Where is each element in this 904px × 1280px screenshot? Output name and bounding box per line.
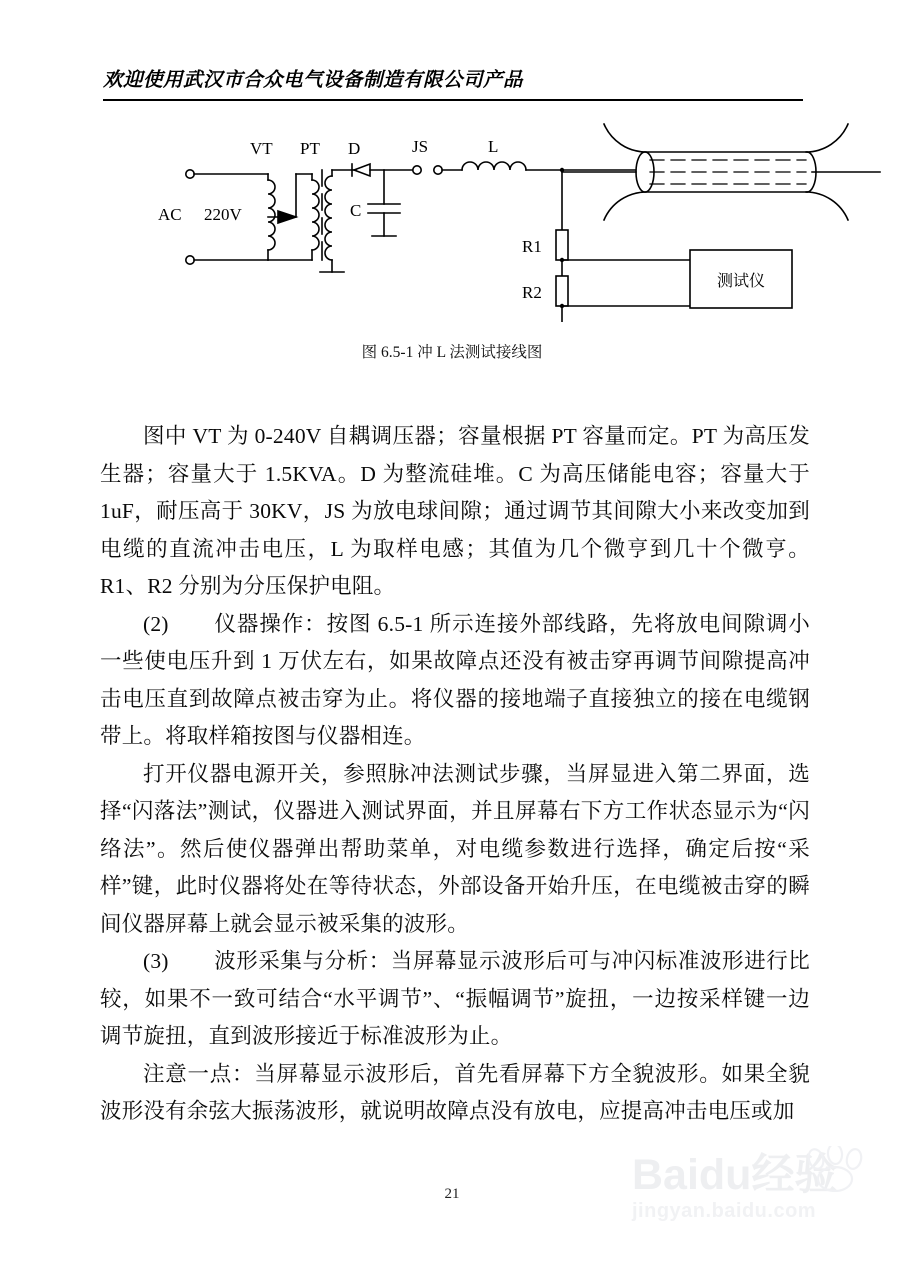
header-title: 欢迎使用武汉市合众电气设备制造有限公司产品 xyxy=(103,70,524,91)
label-gap: JS xyxy=(412,137,429,156)
js-gap-terminal-left xyxy=(413,166,421,174)
vt-wiper-arrow-icon xyxy=(278,211,296,223)
circuit-diagram-svg xyxy=(0,112,904,322)
paragraph-3: 打开仪器电源开关，参照脉冲法测试步骤，当屏显进入第二界面，选择“闪落法”测试，仪器进入测试界面，并且屏幕右下方工作状态显示为“闪络法”。然后使仪器弹出帮助菜单，对电缆参数进行选择，确定后按“采样”键，此时仪器将处在等待状态，外部设备开始升压，在电缆被击穿的瞬间仪器屏幕上就会显示被采集的波形。 xyxy=(100,761,810,936)
pt-primary-winding xyxy=(312,180,319,250)
ac-terminal-bottom-icon xyxy=(186,256,194,264)
page-header xyxy=(103,64,803,92)
figure-caption: 图 6.5-1 冲 L 法测试接线图 xyxy=(361,344,543,361)
cable-flare-top-left xyxy=(604,124,646,152)
cable-flare-bottom-left xyxy=(604,192,646,220)
paragraph-2 xyxy=(100,606,810,756)
label-capacitor: C xyxy=(350,201,362,220)
cable-flare-top-right xyxy=(806,124,848,152)
label-r2: R2 xyxy=(522,283,542,302)
label-vt: VT xyxy=(250,139,273,158)
label-ac: AC xyxy=(158,205,182,224)
watermark-main-text: Baidu经验 xyxy=(632,1151,838,1199)
label-instrument: 测试仪 xyxy=(716,273,766,290)
paragraph-4-number: (3) xyxy=(143,949,169,973)
pt-secondary-winding xyxy=(325,176,332,260)
r1-resistor-body xyxy=(556,230,568,260)
label-pt: PT xyxy=(300,139,320,158)
paragraph-2-text: 仪器操作：按图 6.5-1 所示连接外部线路，先将放电间隙调小一些使电压升到 1 万伏左右，如果故障点还没有被击穿再调节间隙提高冲击电压直到故障点被击穿为止。将仪器的接地端子直接独立的接在电缆钢带上。将取样箱按图与仪器相连。 xyxy=(100,611,810,748)
watermark-sub-text: jingyan.baidu.com xyxy=(632,1200,817,1222)
label-inductor: L xyxy=(488,137,499,156)
cable-flare-bottom-right xyxy=(806,192,848,220)
ac-terminal-top-icon xyxy=(186,170,194,178)
vt-winding xyxy=(268,180,275,250)
paragraph-4 xyxy=(100,943,810,1056)
inductor-coil xyxy=(462,162,526,170)
paragraph-1: 图中 VT 为 0-240V 自耦调压器；容量根据 PT 容量而定。PT 为高压发生器；容量大于 1.5KVA。D 为整流硅堆。C 为高压储能电容；容量大于 1uF，耐压高于 30KV，JS 为放电球间隙；通过调节其间隙大小来改变加到电缆的直流冲击电压，L 为取样电感；其值为几个微亨到几十个微亨。R1、R2 分别为分压保护电阻。 xyxy=(100,424,810,598)
cable-under-test xyxy=(562,124,880,220)
paragraph-5: 注意一点：当屏幕显示波形后，首先看屏幕下方全貌波形。如果全貌波形没有余弦大振荡波形，就说明故障点没有放电，应提高冲击电压或加 xyxy=(100,1061,810,1123)
header-divider xyxy=(103,99,803,101)
circuit-diagram-figure xyxy=(0,112,904,322)
paragraph-4-text: 波形采集与分析：当屏幕显示波形后可与冲闪标准波形进行比较，如果不一致可结合“水平调节”、“振幅调节”旋扭，一边按采样键一边调节旋扭，直到波形接近于标准波形为止。 xyxy=(100,949,810,1048)
js-gap-terminal-right xyxy=(434,166,442,174)
r2-resistor-body xyxy=(556,276,568,306)
label-r1: R1 xyxy=(522,237,542,256)
body-text xyxy=(100,418,810,1131)
paragraph-2-number: (2) xyxy=(143,611,169,636)
page-number: 21 xyxy=(444,1186,460,1202)
label-diode: D xyxy=(348,139,361,158)
label-voltage: 220V xyxy=(204,205,242,224)
